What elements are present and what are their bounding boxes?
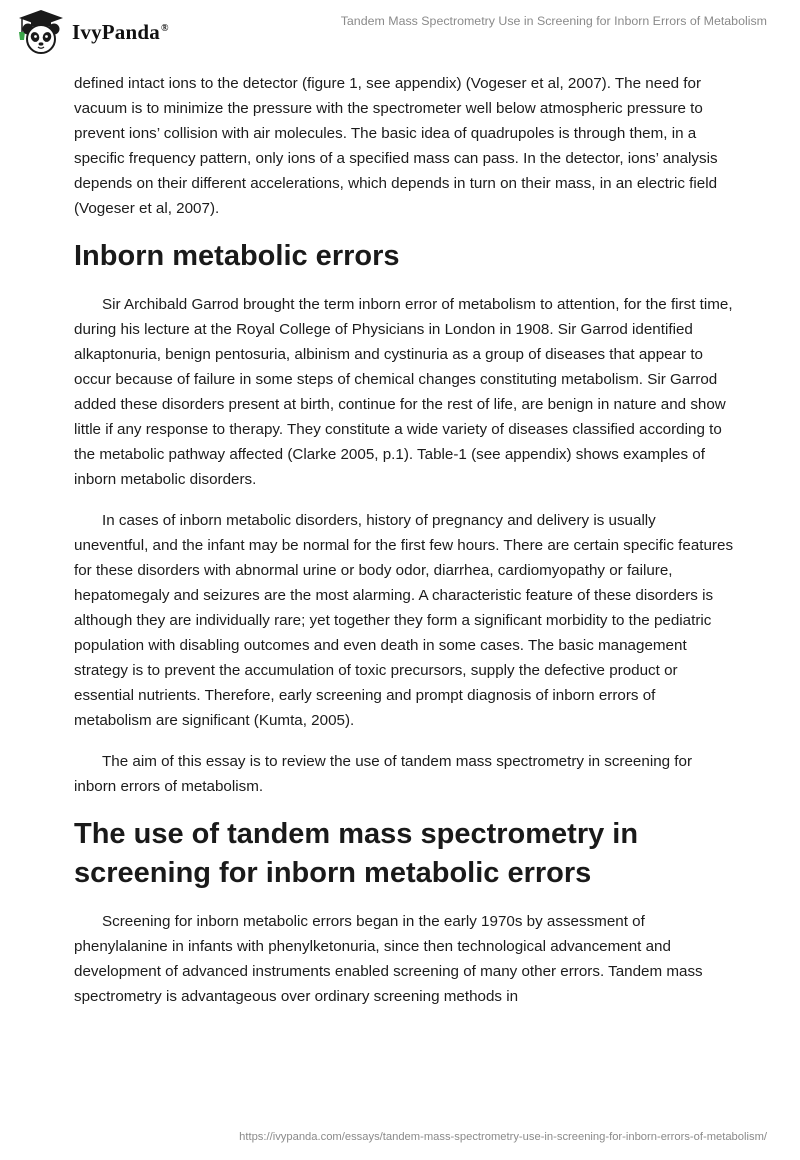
brand-logo[interactable] (14, 7, 169, 57)
section-heading-inborn-errors: Inborn metabolic errors (74, 240, 400, 272)
paragraph-screening-history: Screening for inborn metabolic errors began in the early 1970s by assessment of phenylalanine in infants with phenylketonuria, since then technological advancement and development of advanced instruments enabled screening of many other errors. Tandem mass spectrometry is advantageous over ordinary screening methods in (74, 913, 703, 1005)
panda-graduate-icon (14, 7, 68, 57)
document-title: Tandem Mass Spectrometry Use in Screening for Inborn Errors of Metabolism (340, 14, 767, 28)
source-url[interactable]: https://ivypanda.com/essays/tandem-mass-spectrometry-use-in-screening-for-inborn-errors-of-metabolism/ (239, 1131, 767, 1143)
section-heading-tandem-ms: The use of tandem mass spectrometry in screening for inborn metabolic errors (74, 818, 639, 889)
page-header (0, 0, 800, 60)
paragraph-aim: The aim of this essay is to review the use of tandem mass spectrometry in screening for inborn errors of metabolism. (74, 753, 693, 795)
brand-name: IvyPanda® (72, 19, 169, 44)
paragraph-clinical-features: In cases of inborn metabolic disorders, history of pregnancy and delivery is usually uneventful, and the infant may be normal for the first few hours. There are certain specific features for these disorders with abnormal urine or body odor, diarrhea, cardiomyopathy or failure, hepatomegaly and seizures are the most alarming. A characteristic feature of these disorders is although they are individually rare; yet together they form a significant morbidity to the pediatric population with disabling outcomes and even death in some cases. The basic management strategy is to prevent the accumulation of toxic precursors, supply the defective product or essential nutrients. Therefore, early screening and prompt diagnosis of inborn errors of metabolism are significant (Kumta, 2005). (74, 512, 734, 729)
essay-body (74, 71, 734, 1025)
paragraph-intro: defined intact ions to the detector (figure 1, see appendix) (Vogeser et al, 2007). The need for vacuum is to minimize the pressure with the spectrometer well below atmospheric pressure to prevent ions’ collision with air molecules. The basic idea of quadrupoles is through them, in a specific frequency pattern, only ions of a specified mass can pass. In the detector, ions’ analysis depends on their different accelerations, which depends in turn on their mass, in an electric field (Vogeser et al, 2007). (74, 75, 718, 217)
paragraph-garrod: Sir Archibald Garrod brought the term inborn error of metabolism to attention, for the first time, during his lecture at the Royal College of Physicians in London in 1908. Sir Garrod identified alkaptonuria, benign pentosuria, albinism and cystinuria as a group of diseases that appear to occur because of failure in some steps of chemical changes constituting metabolism. Sir Garrod added these disorders present at birth, continue for the rest of life, are benign in nature and show little if any response to therapy. They constitute a wide variety of diseases classified according to the metabolic pathway affected (Clarke 2005, p.1). Table-1 (see appendix) shows examples of inborn metabolic disorders. (74, 296, 733, 488)
